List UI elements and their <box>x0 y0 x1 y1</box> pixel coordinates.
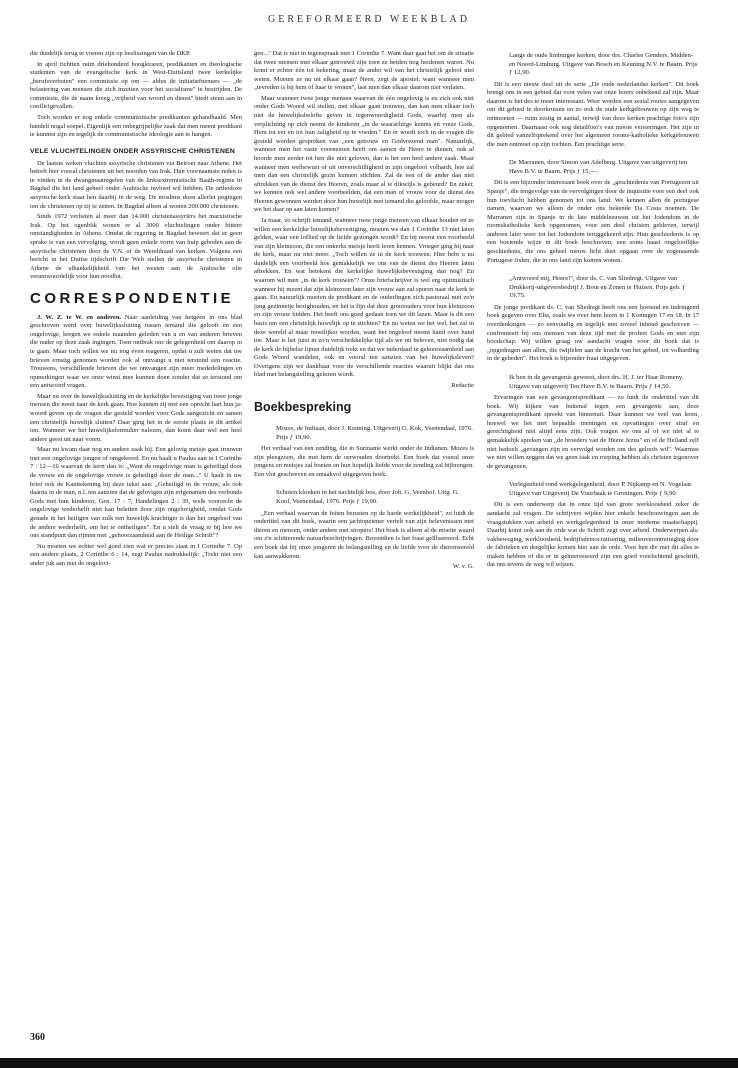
paragraph: Nu moeten we echter wel goed zien wat er precies staat in I Corinthe 7. Op een andere plaats, 2 Corinthe 6 : 14, zegt Paulus nadrukkelijk: „Trekt niet een ander juk aan met de ongelovi- <box>30 542 242 567</box>
book-review-heading: Boekbespreking <box>254 399 352 414</box>
paragraph: Maar nu kwam daar nog en andere zaak bij. Een gelovig meisje gaat trouwen met een ongelovige jongen of omgekeerd. En nu haalt u Paulus aan in I Corinthe 7 : 12—16 waarvan de kern dan is: „Want de ongelovige man is geheiligd door de vrouw en de ongelovige vrouw is geheiligd door de man..." U haalt in uw brief ook de Kanttekening bij deze tekst aan: „Geheiligd in de vrouw, als ook daarna in de man, n.l. ten aanzien dat de gelovigen zijn erfgenamen des verbonds Gods met hun kinderen, Gen. 17 : 7, Handelingen 2 : 39, welk voorrecht de ongelovige wederhelft niet kan beletten door zijn ongelovigheid, omdat Gods genade in het heiligen van zulk een huwelijk krachtiger is dan het ongeloof van de andere wederhelft, om het te ontheiligen". En u stelt de vraag er bij hoe we ons standpunt dan rijmen met „gehoorzaamheid aan de Heilige Schrift"? <box>30 446 242 540</box>
book-entry-title: De Marranen, door Simon van Adelberg. Uitgave van uitgeverij ten Have B.V. te Baarn. Prijs ƒ 15,—. <box>509 159 688 175</box>
signature-reviewer: W. v. G. <box>452 563 474 571</box>
column-right <box>487 50 699 1054</box>
paragraph: Dit is een onderwerp dat in onze tijd van grote werkloosheid zeker de aandacht zal vragen. De schrijvers wijden hier enkele beschouwingen aan de vraagstukken van arbeid en werkgelegenheid in onze moderne maatschappij. Daarbij komt ook aan de orde wat de Schrift zegt over arbeid. Onderwerpen als: vakbeweging, werkloosheid, bedrijfsdemocratisering, milieuverontreiniging door de fabrieken en dergelijke komen hier aan de orde. Voor hen die met dit alles te maken hebben of die er in geïnteresseerd zijn een goed voorlichtend geschrift, dat ons tevens de weg wil wijzen. <box>487 501 699 569</box>
paragraph: Ervaringen van een gevangenispredikant — zo luidt de ondertitel van dit boek. Wij kijken van buitenaf tegen een gevangenis aan, deze gevangenispredikant spreekt van binnenuit. Daar kunnen we veel van leren, hoewel we het met bepaalde meningen en opvattingen over straf en gerechtigheid niet altijd eens zijn. Ook vragen we ons af of we niet al te gemakkelijk spreken van „de broeders van de Heere Jezus" en of de Heiland zelf niet bedoelt „gevangen zijn en vervolgd worden om des geloofs wil". Waarmee we niet willen zeggen dat we geen taak en roeping hebben als christen tegenover de gevangenen. <box>487 394 699 470</box>
section-heading-refugees: VELE VLUCHTELINGEN ONDER ASSYRISCHE CHRISTENEN <box>30 147 235 155</box>
column-middle <box>254 50 474 1054</box>
paragraph: Dit is een bijzonder interessant boek over de „geschiedenis van Portugezen uit Spanje", die tengevolge van de vervolgingen door de inquisitie voor een deel ook hun toevlucht hebben genomen tot ons land. We kennen allen de portugese namen, waarvan we alleen de onder ons bekende Da Costa noemen. De Marranen zijn in Spanje in de late middeleeuwen uit het Jodendom in de roomskatholieke kerk opgenomen, voor een deel christen gebleven, terwijl anderen later weer tot het Jodendom teruggekeerd zijn. Hun geschiedenis is op een boeiende wijze in dit boek beschreven, een soms haast ongelooflijke geschiedenis, die ons geheel nieuw licht doet opgaan over de zogenaamde Portugese Joden, die in ons land zijn komen wonen. <box>487 179 699 264</box>
paragraph: Ja maar, zo schrijft iemand, wanneer twee jonge mensen van elkaar houden en ze willen een kerkelijke huwelijksbevestiging, moeten we dan 1 Corinthe 13 niet laten gelden, waar een loflied op de liefde gezongen wordt? En hij neemt een voorbeeld van zijn kleinzoon, die een onkerks meisje heeft leren kennen. Vroeger ging hij naar de kerk, maar nu niet meer. „Toch willen ze in de kerk trouwen. Hier hebt u nu duidelijk een voorbeeld hoe gemakkelijk we ons van de dienst des Heeren laten aftrekken. En wat betekent die kerkelijke huwelijksbevestiging dan nog? En waarom wil men „in de kerk trouwen"? Onze briefschrijver is wel erg optimistisch wanneer hij meent dat zijn kleinzoon later zijn vrouw aan zal sporen naar de kerk te gaan. En natuurlijk moeten de predikant en de ouderlingen zich pastoraal met zo'n jong gezinnetje bezighouden, en het is fijn dat deze grootouders voor hun kleinzoon en zijn vrouw bidden. Het heeft ons goed gedaan toen we dit lazen. Maar is dit een basis om een christelijk huwelijk op te stichten? En nu weten we het wel, het zal in deze wereld al maar moeilijker worden, want het ongeloof neemt hand over hand toe. Maar is het juist in zo'n verschrikkelijke tijd als we nu beleven, niet nodig dat de kerk de bijbelse lijnen duidelijk trekt en dat we inderdaad in gehoorzaamheid aan Gods Woord wandelen, ook en vooral ten aanzien van het huwelijksleven? Overigens zijn we dankbaar voor de verschillende reacties waaruit blijkt dat ons blad met belangstelling gelezen wordt. <box>254 216 474 379</box>
paragraph: die duidelijk terug te voeren zijn op beslissingen van de DKP. <box>30 50 191 57</box>
paragraph-text: Naar aanleiding van hetgeen in ons blad geschreven werd over huwelijkssluiting tussen iemand die gelooft en een ongelovige, kregen we enkele maanden geleden van u en van anderen brieven die nader op deze zaak ingingen. Toen ontbrak ons de gelegenheid om daarop in te gaan. Maar toch willen we nu nog even reageren, opdat u zult weten dat uw brieven ernstig genomen worden ook al ontvangt u niet terstond een reactie. Trouwens, verschillende brieven die we ontvangen zijn meer mededelingen en opmerkingen waar we onze winst mee kunnen doen zonder dat ze terstond om een antwoord vragen. <box>30 313 242 390</box>
book-entry-title: Schoten klonken in het nachtelijk bos, door Joh. G. Veenhof. Uitg. G. Kool, Veenendaal, 1976. Prijs ƒ 19,90. <box>276 489 460 506</box>
book-entry-title: Langs de oude limburgse kerken, door drs. Charles Genders. Midden- en Noord-Limburg. Uitgave van Bosch en Keuning N.V. te Baarn. Prijs ƒ 12,90. <box>509 52 698 77</box>
paragraph: gen..." Dat is niet in tegenspraak met 1 Corinthe 7. Want daar gaat het om de situatie dat twee mensen met elkaar getrouwd zijn toen ze beiden nog heidenen waren. Nu komt er echter één tot bekering, maar de ander wil van het christelijk geloof niet weten. Moeten ze nu uit elkaar gaan? Neen, zegt de apostel, want wanneer men „tevreden is bij hem of haar te wonen", laat men dan elkaar daarom niet verlaten. <box>254 50 474 92</box>
page-number: 360 <box>30 1032 45 1043</box>
page-edge-bar <box>0 1058 738 1068</box>
signature-redactie: Redactie <box>451 381 474 389</box>
paragraph: Het verhaal van een zending, die in Suriname werkt onder de Indianen. Mozes is zijn pleegzoon, die met hem de oerwouden doortrekt. Een boek dat vooral onze jongens en meisjes zal boeien en hun hopelijk liefde voor de zending zal bijbrengen. Een vlot geschreven en smaakvol uitgegeven boek. <box>254 445 474 478</box>
paragraph: De laatste weken vluchten assyrische christenen via Beiroet naar Athene. Het betreft hier vooral christenen uit het noorden van Irak. Hun voornaamste reden is te vinden in de dwangmaatregelen van de linksextremistische Baath-regime in Bagdad die het land geheel onder Arabische invloed wil hebben. De orthodoxe assyrische kerk staat hen daarbij in de weg. De moslims doen allerlei pogingen om de christenen op zij te zetten. In Bagdad alleen al wonen 200.000 christenen. <box>30 159 242 210</box>
paragraph: Dit is een nieuw deel uit de serie „De oude nederlandse kerken". Dit boek brengt ons in een gebied dat voor velen van onze lezers onbekend zal zijn. Maar daarom is het des te meer interessant. Weer worden een zestal routes aangegeven om dit gebied te doorkruisen en zo ook de oude kerkgebouwen op zijn weg te ontmoeten — ruim zestig in aantal, terwijl van deze kerken prachtige foto's zijn opgenomen. Daarnaast ook nog detailfoto's van mooie versieringen. Het zijn in dit gebied vanzelfsprekend over het algemeen rooms-katholieke kerkgebouwen die men ontmoet op zijn tochten. Een prachtige serie. <box>487 80 699 148</box>
correspondence-lead <box>30 314 242 391</box>
paragraph: De jonge predikant ds. C. van Sliedregt heeft ons een boeiend en indringend boek gegeven over Elia, zoals we over hem lezen in 1 Koningen 17 en 18. In 17 overdenkingen — zo eenvoudig en tegelijk met zoveel inhoud geschreven — confronteert hij ons mensen van deze tijd met de profeet Gods en met zijn boodschap. Wij willen graag uw aandacht vragen voor dit boek dat is „opgedragen aan allen, die twijfelen aan de kracht van het gebed, tot volharding in de gebeden". Het boek is bijzonder fraai uitgegeven. <box>487 303 699 363</box>
book-entry-title: Ik ben in de gevangenis geweest, door drs. H. J. ter Haar Romeny. Uitgave van uitgeverij Ten Have B.V. te Baarn. Prijs ƒ 14,50. <box>509 373 684 390</box>
paragraph: Maar wanneer twee jonge mensen waarvan de één ongelovig is en zich ook niet onder Gods Woord wil stellen, met elkaar gaan trouwen, dan kan men elkaar toch niet de huwelijksbelofte geven in tegenwoordigheid Gods, waarbij men als verplichting op zich neemt de kinderen „in de waarachtige kennis en vreze Gods, Hem tot eer en tot hun zaligheid op te voeden." En er wordt toch in de vragen die gesteld worden gesproken van „een getrouw en Godvrezend man". Natuurlijk, wanneer men het vaste voornemen heeft om samen de Heere te dienen, ook al hoorde men eerder tot hen die niet geloven, dan is het een heel andere zaak. Maar wanneer men welbewust of uit onverschilligheid in zijn ongeloof volhardt, hoe zal men dan een christelijk gezin kunnen stichten. Zal de een of de ander dan niet aftrekken van de dienst des Heeren, zoals maar al te dikwijls is gebeurd? En zeker, we kennen ook wel andere voorbeelden, dat een man of vrouw voor de dienst des Heeren gewonnen werden door hun huwelijk met iemand die geloofde, maar mogen we het daar op aan laten komen? <box>254 94 474 214</box>
correspondence-addressee: J. W. Z. te W. en anderen. <box>37 313 122 321</box>
column-left <box>30 50 242 1054</box>
paragraph: In april richtten ruim driehonderd hoogleraren, predikanten en theologische studenten van de evangelische kerk in West-Duitsland twee kerkelijke „berufsverboten" een commissie op om — aldus de initiatiefnemers — „de belastering van mensen die zich inzetten voor het socialisme" te bestrijden. De commissie, die de naam kreeg „vrijheid van woord en dienst" biedt steun aan in conflictgevallen. <box>30 60 242 111</box>
paragraph: Maar nu over de huwelijkssluiting en de kerkelijke bevestiging van twee jonge mensen die nooit naar de kerk gaan. Hoe kunnen zij met een oprecht hart hun ja-woord geven op de vragen die gesteld worden voor Gods aangezicht en samen een christelijk huwelijk sluiten? Daar ging het in de eerste plaats in dit artikel om. Wanneer we het huwelijksformulier nalezen, dan komt daar wel een heel andere geest uit naar voren. <box>30 392 242 443</box>
correspondence-heading: CORRESPONDENTIE <box>30 289 235 307</box>
paragraph: Sinds 1972 verlieten al meer dan 14.000 christenassyriërs het marxistische Irak. Op het ogenblik wonen er al 3000 vluchtelingen onder bittere omstandigheden in Athene. Omdat de regering in Bagdad beweert dat er geen sprake is van een vervolging, wordt geen enkele vorm van hulp geboden aan de assyrische christenen door de V.N. of de Wereldraad van kerken. Volgens een bericht in het Duitse tijdschrift Die Welt stellen de assyrische christenen in Athene de afhankelijkheid van het westen aan de Arabische olie verantwoordelijk voor hun noodlot. <box>30 213 242 281</box>
book-entry-title: „Antwoord mij, Heere!", door ds. C. van Sliedregt. Uitgave van Drukkerij-uitgeversbedrijf J. Bout en Zonen te Huizen. Prijs geb. ƒ 19,75. <box>509 275 686 300</box>
paragraph: „Een verhaal waarvan de feiten berusten op de harde werkelijkheid", zo luidt de ondertitel van dit boek, waarin een jachtopziener vertelt van zijn belevenissen met dieren en mensen, onder andere met stropers! Het boek is alleen al de moeite waard om z'n schitterende natuurbeschrijvingen. Bovendien is het fraai geïllustreerd. Echt een boek dat bij onze jongeren de belangstelling en de liefde voor de dierenwereld kan aanwakkeren. <box>254 509 474 560</box>
book-entry-title: Mozes, de Indiaan, door J. Keuning. Uitgeverij G. Kok, Veenendaal, 1976. Prijs ƒ 19,90. <box>276 425 473 441</box>
masthead: GEREFORMEERD WEEKBLAD <box>268 14 470 25</box>
book-entry-title: Verlegenheid rond werkgelegenheid, door P. Nijkamp en N. Vogelaar. Uitgave van Uitgeverij De Vuurbaak te Groningen. Prijs ƒ 9,90. <box>509 481 693 497</box>
paragraph: Toch worden er nog enkele communistische predikanten gehandhaafd. Men handelt nogal soepel. Eigenlijk een onbegrijpelijke zaak dat men meent predikant te kunnen zijn en tegelijk de communistische ideologie aan te hangen. <box>30 114 242 139</box>
